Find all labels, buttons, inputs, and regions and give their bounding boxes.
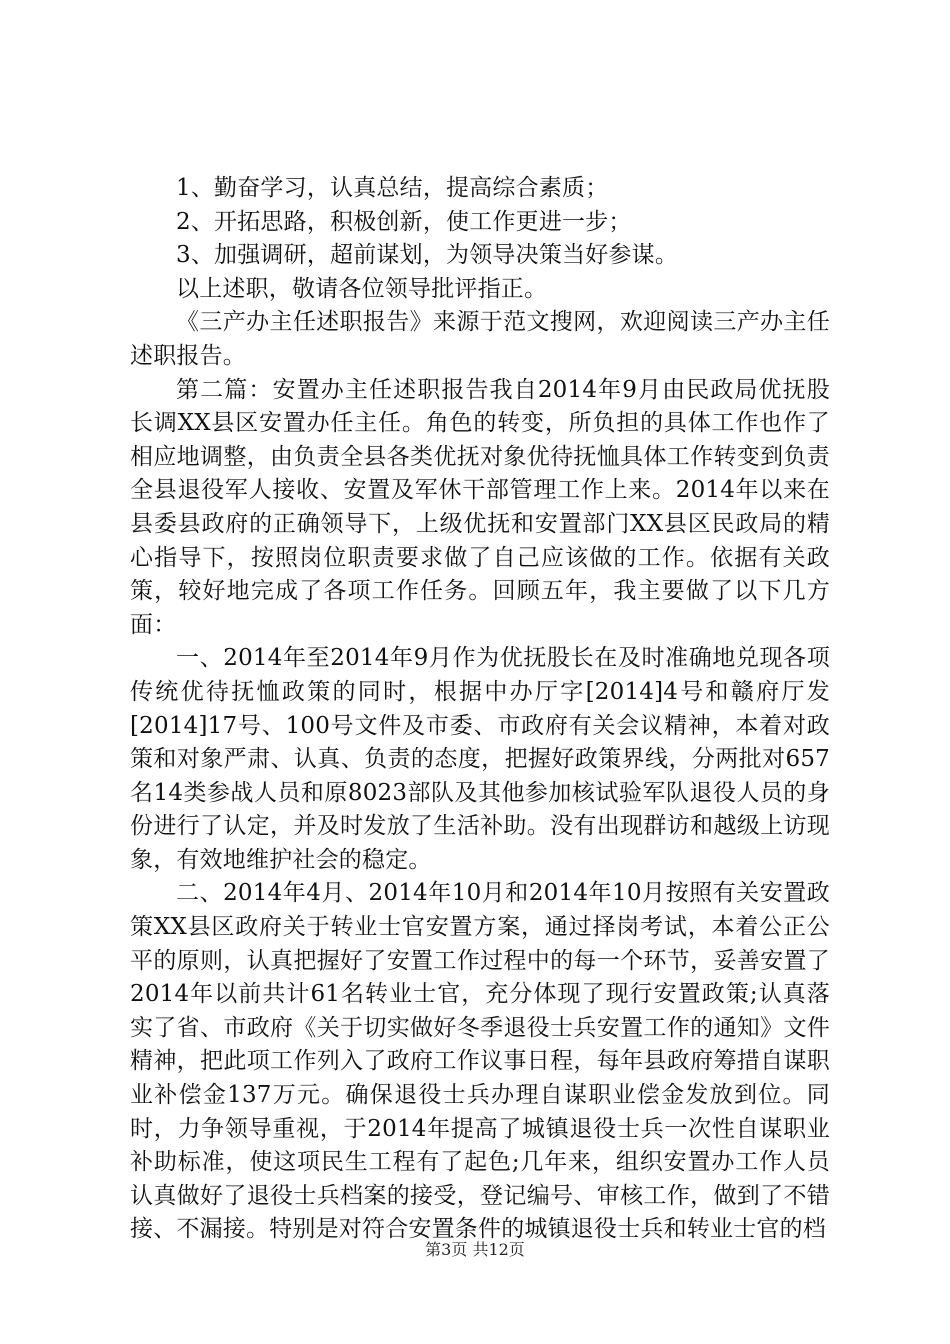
closing-paragraph: 以上述职，敬请各位领导批评指正。: [176, 275, 548, 302]
document-body: [130, 172, 830, 1247]
second-report-intro-paragraph: 第二篇：安置办主任述职报告我自2014年9月由民政局优抚股长调XX县区安置办任主任。角色的转变，所负担的具体工作也作了相应地调整，由负责全县各类优抚对象优待抚恤具体工作转变到负责全县退役军人接收、安置及军休干部管理工作上来。2014年以来在县委县政府的正确领导下，上级优抚和安置部门XX县区民政局的精心指导下，按照岗位职责要求做了自己应该做的工作。依据有关政策，较好地完成了各项工作任务。回顾五年，我主要做了以下几方面：: [130, 376, 830, 638]
source-note-paragraph: 《三产办主任述职报告》来源于范文搜网，欢迎阅读三产办主任述职报告。: [130, 309, 830, 369]
section-two-paragraph: 二、2014年4月、2014年10月和2014年10月按照有关安置政策XX县区政府关于转业士官安置方案，通过择岗考试，本着公正公平的原则，认真把握好了安置工作过程中的每一个环节，妥善安置了2014年以前共计61名转业士官，充分体现了现行安置政策;认真落实了省、市政府《关于切实做好冬季退役士兵安置工作的通知》文件精神，把此项工作列入了政府工作议事日程，每年县政府筹措自谋职业补偿金137万元。确保退役士兵办理自谋职业偿金发放到位。同时，力争领导重视，于2014年提高了城镇退役士兵一次性自谋职业补助标准，使这项民生工程有了起色;几年来，组织安置办工作人员认真做好了退役士兵档案的接受，登记编号、审核工作，做到了不错接、不漏接。特别是对符合安置条件的城镇退役士兵和转业士官的档: [130, 880, 830, 1243]
list-item-1: 1、勤奋学习，认真总结，提高综合素质；: [176, 175, 609, 201]
list-item-3: 3、加强调研，超前谋划，为领导决策当好参谋。: [176, 242, 679, 269]
section-one-paragraph: 一、2014年至2014年9月作为优抚股长在及时准确地兑现各项传统优待抚恤政策的同时，根据中办厅字[2014]4号和赣府厅发[2014]17号、100号文件及市委、市政府有关会议精神，本着对政策和对象严肃、认真、负责的态度，把握好政策界线，分两批对657名14类参战人员和原8023部队及其他参加核试验军队退役人员的身份进行了认定，并及时发放了生活补助。没有出现群访和越级上访现象，有效地维护社会的稳定。: [130, 645, 830, 873]
page-number-footer: 第3页 共12页: [425, 1240, 525, 1259]
list-item-2: 2、开拓思路，积极创新，使工作更进一步；: [176, 208, 632, 235]
